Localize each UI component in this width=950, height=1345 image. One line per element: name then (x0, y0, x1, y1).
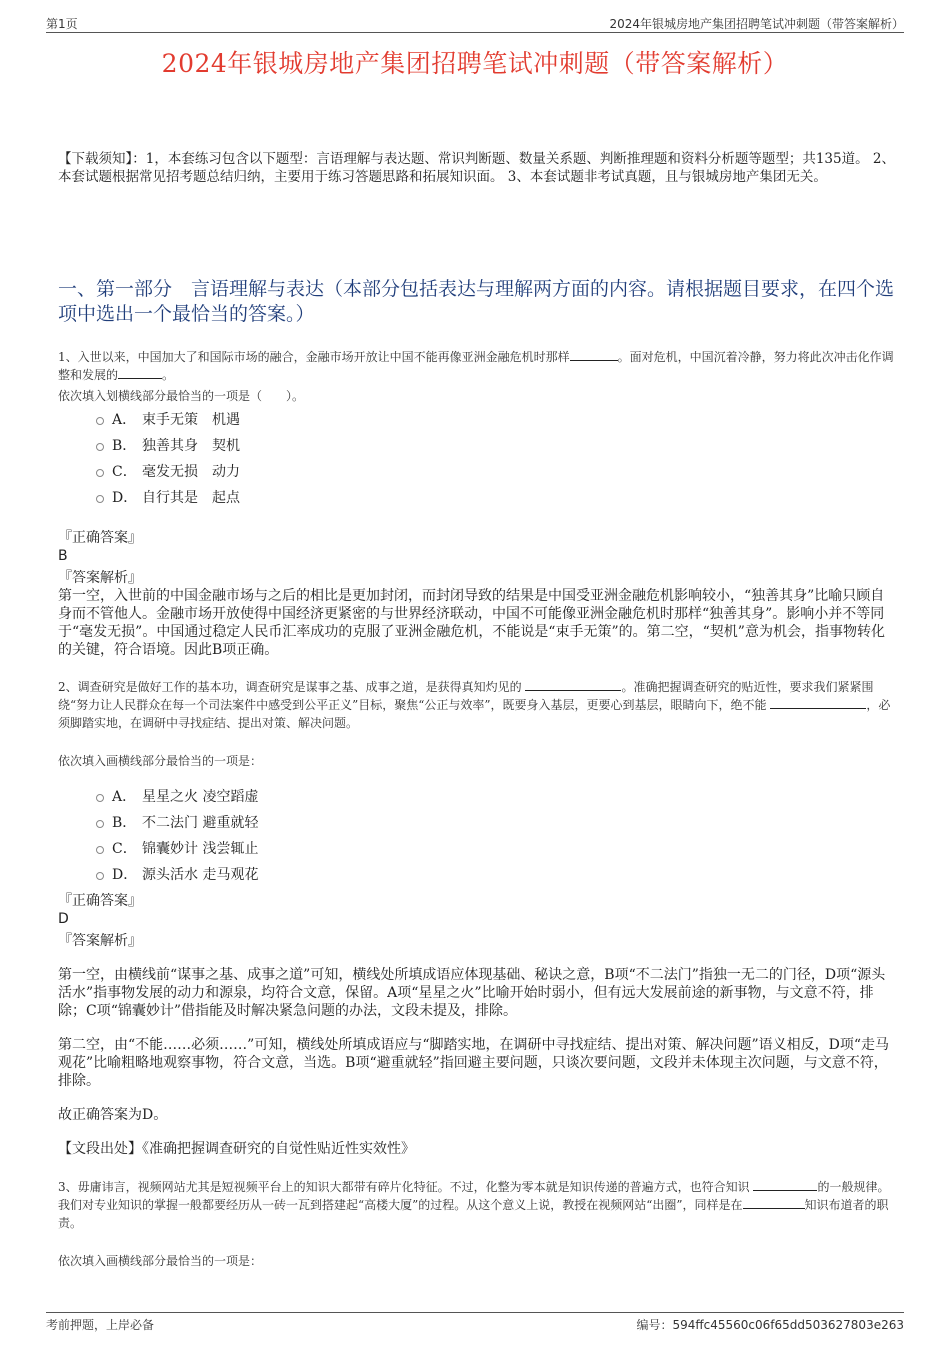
question-1-text (58, 348, 898, 384)
section-heading: 一、第一部分 言语理解与表达（本部分包括表达与理解两方面的内容。请根据题目要求，在四个选项中选出一个最恰当的答案。） (58, 278, 895, 325)
radio-icon[interactable] (96, 872, 104, 880)
question-1-prompt: 依次填入划横线部分最恰当的一项是（ ）。 (58, 389, 305, 403)
question-2-text (58, 678, 898, 732)
option-a[interactable]: A． 束手无策 机遇 (96, 406, 240, 432)
page-number: 第1页 (46, 17, 78, 31)
question-3-part2: 的一般规律。我们对专业知识的掌握一般都要经历从一砖一瓦到搭建起“高楼大厦”的过程。从这个意义上说，教授在视频网站“出圈”，同样是在 (58, 1180, 890, 1212)
question-1-part3: 。 (162, 368, 175, 382)
analysis-label: 『答案解析』 (58, 570, 142, 586)
passage-source: 【文段出处】《准确把握调查研究的自觉性贴近性实效性》 (58, 1141, 415, 1157)
answer-analysis-blank-2: 第二空，由“不能……必须……”可知，横线处所填成语应与“脚踏实地，在调研中寻找症结、提出对策、解决问题”语义相反，D项“走马观花”比喻粗略地观察事物，符合文意，当选。B项“避重就轻”指回避主要问题，只谈次要问题，文段并未体现主次问题，与文意不符，排除。 (58, 1037, 890, 1089)
analysis-label: 『答案解析』 (58, 933, 142, 949)
radio-icon[interactable] (96, 846, 104, 854)
answer-blank (525, 678, 621, 691)
answer-blank (753, 1178, 817, 1191)
question-2-part2: 。准确把握调查研究的贴近性，要求我们紧紧围绕“努力让人民群众在每一个司法案件中感受到公平正义”目标，聚焦“公正与效率”，既要身入基层，更要心到基层，眼睛向下，绝不能 (58, 680, 874, 712)
correct-answer-label: 『正确答案』 (58, 530, 142, 546)
answer-blank (118, 366, 162, 379)
document-code: 编号：594ffc45560c06f65dd503627803e263 (636, 1318, 904, 1332)
question-2-part1: 2、调查研究是做好工作的基本功，调查研究是谋事之基、成事之道，是获得真知灼见的 (58, 680, 522, 694)
question-1-part1: 1、入世以来，中国加大了和国际市场的融合，金融市场开放让中国不能再像亚洲金融危机时那样 (58, 350, 570, 364)
option-b[interactable]: B． 不二法门 避重就轻 (96, 809, 258, 835)
option-a[interactable]: A． 星星之火 凌空蹈虚 (96, 783, 258, 809)
question-1-part2: 。面对危机，中国沉着冷静，努力将此次冲击化作调整和发展的 (58, 350, 894, 382)
header-doc-title: 2024年银城房地产集团招聘笔试冲刺题（带答案解析） (609, 17, 904, 31)
correct-answer: B (58, 548, 68, 564)
question-3-text (58, 1178, 898, 1232)
correct-answer-label: 『正确答案』 (58, 893, 142, 909)
radio-icon[interactable] (96, 495, 104, 503)
option-c[interactable]: C． 毫发无损 动力 (96, 458, 240, 484)
page-header (46, 12, 904, 33)
radio-icon[interactable] (96, 820, 104, 828)
question-3-part3: 知识布道者的职责。 (58, 1198, 889, 1230)
question-2-options (96, 783, 258, 887)
correct-answer: D (58, 911, 69, 927)
question-3-prompt: 依次填入画横线部分最恰当的一项是： (58, 1254, 263, 1268)
option-d[interactable]: D． 源头活水 走马观花 (96, 861, 258, 887)
radio-icon[interactable] (96, 443, 104, 451)
question-2-part3: ，必须脚踏实地，在调研中寻找症结、提出对策、解决问题。 (58, 698, 891, 730)
radio-icon[interactable] (96, 469, 104, 477)
option-c[interactable]: C． 锦囊妙计 浅尝辄止 (96, 835, 258, 861)
option-b[interactable]: B． 独善其身 契机 (96, 432, 240, 458)
question-1-options (96, 406, 240, 510)
answer-analysis-blank-1: 第一空，由横线前“谋事之基、成事之道”可知，横线处所填成语应体现基础、秘诀之意，B项“不二法门”指独一无二的门径，D项“源头活水”指事物发展的动力和源泉，均符合文意，保留。A项“星星之火”比喻开始时弱小，但有远大发展前途的新事物，与文意不符，排除；C项“锦囊妙计”借指能及时解决紧急问题的办法，文段未提及，排除。 (58, 967, 886, 1019)
answer-blank (770, 696, 866, 709)
page-footer (46, 1312, 904, 1333)
question-2-prompt: 依次填入画横线部分最恰当的一项是： (58, 754, 263, 768)
option-d[interactable]: D． 自行其是 起点 (96, 484, 240, 510)
radio-icon[interactable] (96, 417, 104, 425)
answer-analysis: 第一空，入世前的中国金融市场与之后的相比是更加封闭，而封闭导致的结果是中国受亚洲金融危机影响较小，“独善其身”比喻只顾自身而不管他人。金融市场开放使得中国经济更紧密的与世界经济联动，中国不可能像亚洲金融危机时那样“独善其身”。影响小并不等同于“毫发无损”。中国通过稳定人民币汇率成功的克服了亚洲金融危机，不能说是“束手无策”的。第二空，“契机”意为机会，指事物转化的关键，符合语境。因此B项正确。 (58, 588, 885, 658)
question-3-part1: 3、毋庸讳言，视频网站尤其是短视频平台上的知识大都带有碎片化特征。不过，化整为零本就是知识传递的普遍方式，也符合知识 (58, 1180, 750, 1194)
download-notice: 【下载须知】：1，本套练习包含以下题型：言语理解与表达题、常识判断题、数量关系题、判断推理题和资料分析题等题型；共135道。 2、本套试题根据常见招考题总结归纳，主要用于练习答题思路和拓展知识面。 3、本套试题非考试真题，且与银城房地产集团无关。 (58, 151, 895, 185)
answer-blank (570, 348, 618, 361)
footer-slogan: 考前押题，上岸必备 (46, 1318, 155, 1332)
answer-conclusion: 故正确答案为D。 (58, 1107, 168, 1123)
radio-icon[interactable] (96, 794, 104, 802)
document-title: 2024年银城房地产集团招聘笔试冲刺题（带答案解析） (161, 49, 789, 78)
answer-blank (743, 1196, 805, 1209)
